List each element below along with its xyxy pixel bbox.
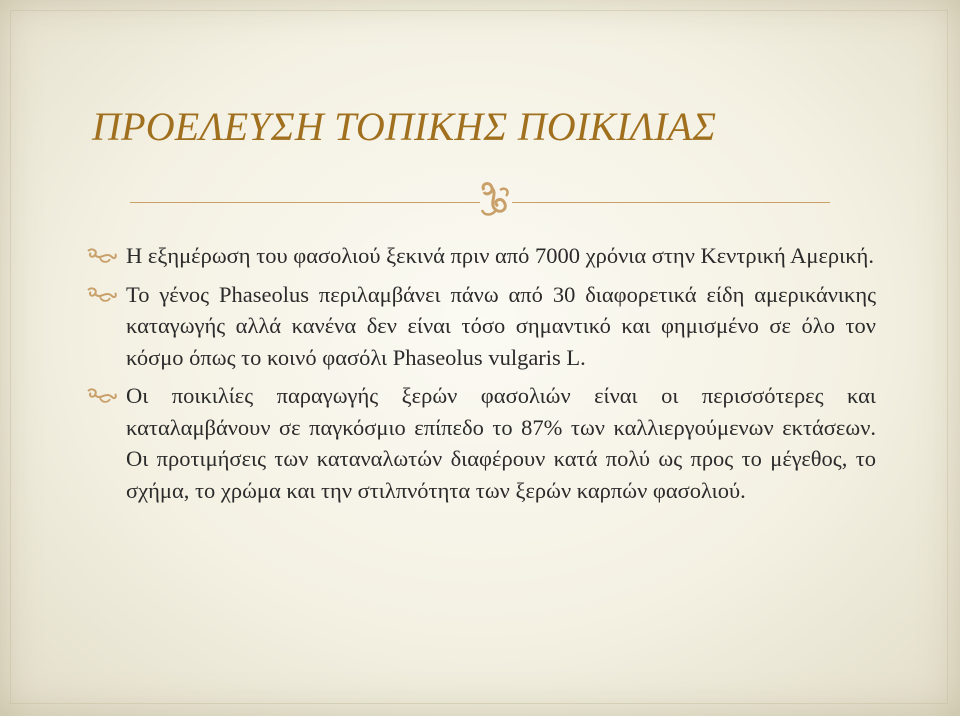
bullet-text: Οι ποικιλίες παραγωγής ξερών φασολιών είναι οι περισσότερες και καταλαμβάνουν σε παγκόσμιο επίπεδο το 87% των καλλιεργούμενων εκτάσεων. Οι προτιμήσεις των καταναλωτών διαφέρουν κατά πολύ ως προς το μέγεθος, το σχήμα, το χρώμα και την στιλπνότητα των ξερών καρπών φασολιού. [126,383,876,503]
flourish-bullet-icon [86,387,118,405]
bullet-text: Η εξημέρωση του φασολιού ξεκινά πριν από 7000 χρόνια στην Κεντρική Αμερική. [126,243,874,268]
flourish-bullet-icon [86,247,118,265]
bullet-list [86,240,876,513]
floral-ornament-icon [478,180,512,220]
list-item [86,380,876,506]
list-item [86,240,876,272]
slide-title: ΠΡΟΕΛΕΥΣΗ ΤΟΠΙΚΗΣ ΠΟΙΚΙΛΙΑΣ [92,104,717,149]
bullet-text: Το γένος Phaseolus περιλαμβάνει πάνω από 30 διαφορετικά είδη αμερικάνικης καταγωγής αλλά κανένα δεν είναι τόσο σημαντικό και φημισμένο σε όλο τον κόσμο όπως το κοινό φασόλι Phaseolus vulgaris L. [126,281,876,370]
title-rule-right [512,202,830,203]
flourish-bullet-icon [86,286,118,304]
list-item [86,279,876,374]
title-rule-left [130,202,480,203]
